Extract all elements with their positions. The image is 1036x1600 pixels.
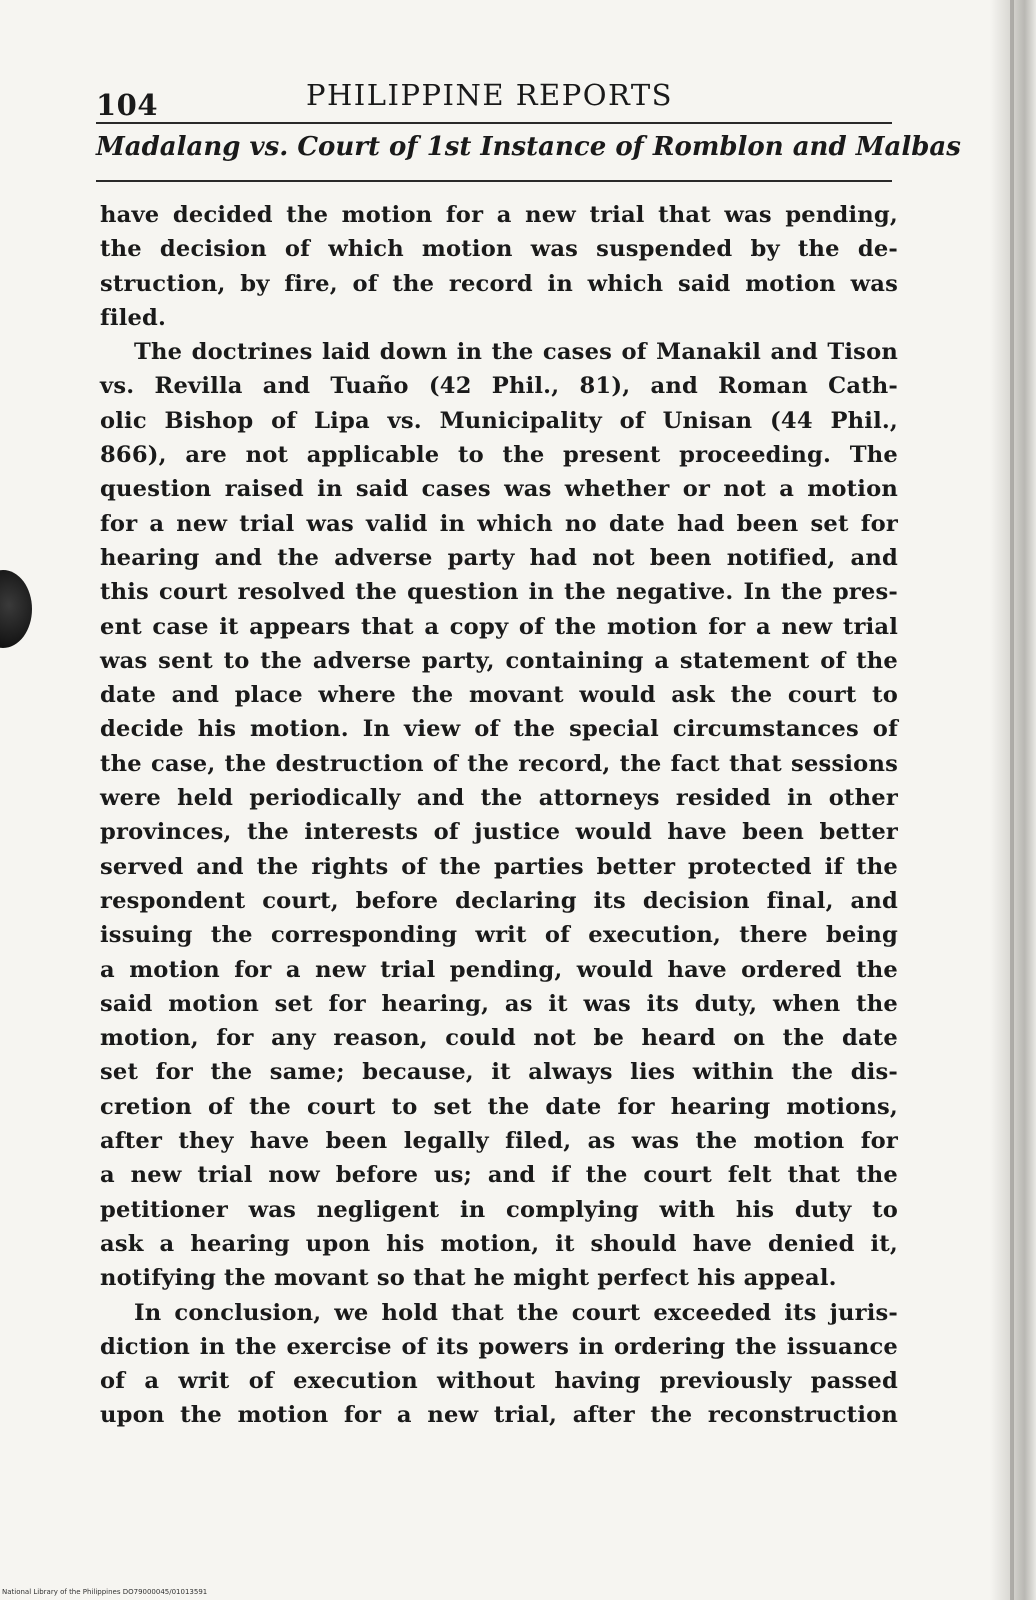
text-line: decide his motion. In view of the special circumstances of (100, 716, 898, 743)
text-line: 866), are not applicable to the present proceeding. The (100, 442, 898, 469)
body-text (100, 198, 898, 1433)
page-number: 104 (96, 88, 159, 122)
text-line: were held periodically and the attorneys resided in other (100, 785, 898, 812)
text-line: served and the rights of the parties better protected if the (100, 853, 898, 880)
text-line: vs. Revilla and Tuaño (42 Phil., 81), and Roman Cath- (100, 373, 898, 400)
text-line: ent case it appears that a copy of the motion for a new trial (100, 613, 898, 640)
text-line: olic Bishop of Lipa vs. Municipality of Unisan (44 Phil., (100, 407, 898, 434)
header-rule-bottom (96, 180, 892, 182)
text-line: set for the same; because, it always lies within the dis- (100, 1059, 898, 1086)
text-line: was sent to the adverse party, containing a statement of the (100, 647, 898, 674)
text-line: cretion of the court to set the date for hearing motions, (100, 1093, 898, 1120)
text-line: the decision of which motion was suspended by the de- (100, 236, 898, 263)
text-line: struction, by fire, of the record in which said motion was (100, 270, 898, 297)
text-line: notifying the movant so that he might perfect his appeal. (100, 1265, 837, 1292)
text-line: provinces, the interests of justice would have been better (100, 819, 898, 846)
text-line: filed. (100, 304, 167, 331)
case-title: Madalang vs. Court of 1st Instance of Romblon and Malbas (96, 132, 961, 162)
text-line: ask a hearing upon his motion, it should have denied it, (100, 1230, 898, 1257)
text-line: date and place where the movant would ask the court to (100, 682, 898, 709)
text-line: upon the motion for a new trial, after the reconstruction (100, 1402, 898, 1429)
page-header (96, 74, 896, 124)
text-line: diction in the exercise of its powers in ordering the issuance (100, 1333, 898, 1360)
punch-hole (0, 570, 32, 648)
text-line: respondent court, before declaring its decision final, and (100, 887, 898, 914)
text-line: question raised in said cases was whether or not a motion (100, 476, 898, 503)
text-line: issuing the corresponding writ of execution, there being (100, 922, 898, 949)
binding-edge (1010, 0, 1014, 1600)
header-rule-top (96, 122, 892, 124)
text-line: petitioner was negligent in complying with his duty to (100, 1196, 898, 1223)
text-line: have decided the motion for a new trial that was pending, (100, 202, 898, 228)
running-title: PHILIPPINE REPORTS (306, 78, 674, 112)
text-line: for a new trial was valid in which no date had been set for (100, 510, 898, 537)
text-line: of a writ of execution without having previously passed (100, 1368, 898, 1395)
text-line: motion, for any reason, could not be heard on the date (100, 1025, 898, 1052)
text-line: a new trial now before us; and if the court felt that the (100, 1162, 898, 1189)
text-line: hearing and the adverse party had not been notified, and (100, 544, 898, 571)
text-line: In conclusion, we hold that the court exceeded its juris- (134, 1299, 898, 1326)
text-line: said motion set for hearing, as it was its duty, when the (100, 990, 898, 1017)
text-line: the case, the destruction of the record, the fact that sessions (100, 750, 898, 777)
text-line: after they have been legally filed, as was the motion for (100, 1128, 898, 1155)
text-line: a motion for a new trial pending, would have ordered the (100, 956, 898, 983)
text-line: The doctrines laid down in the cases of Manakil and Tison (134, 339, 898, 366)
text-line: this court resolved the question in the negative. In the pres- (100, 579, 898, 606)
scan-footer-note: National Library of the Philippines DO79000045/01013591 (2, 1588, 208, 1596)
